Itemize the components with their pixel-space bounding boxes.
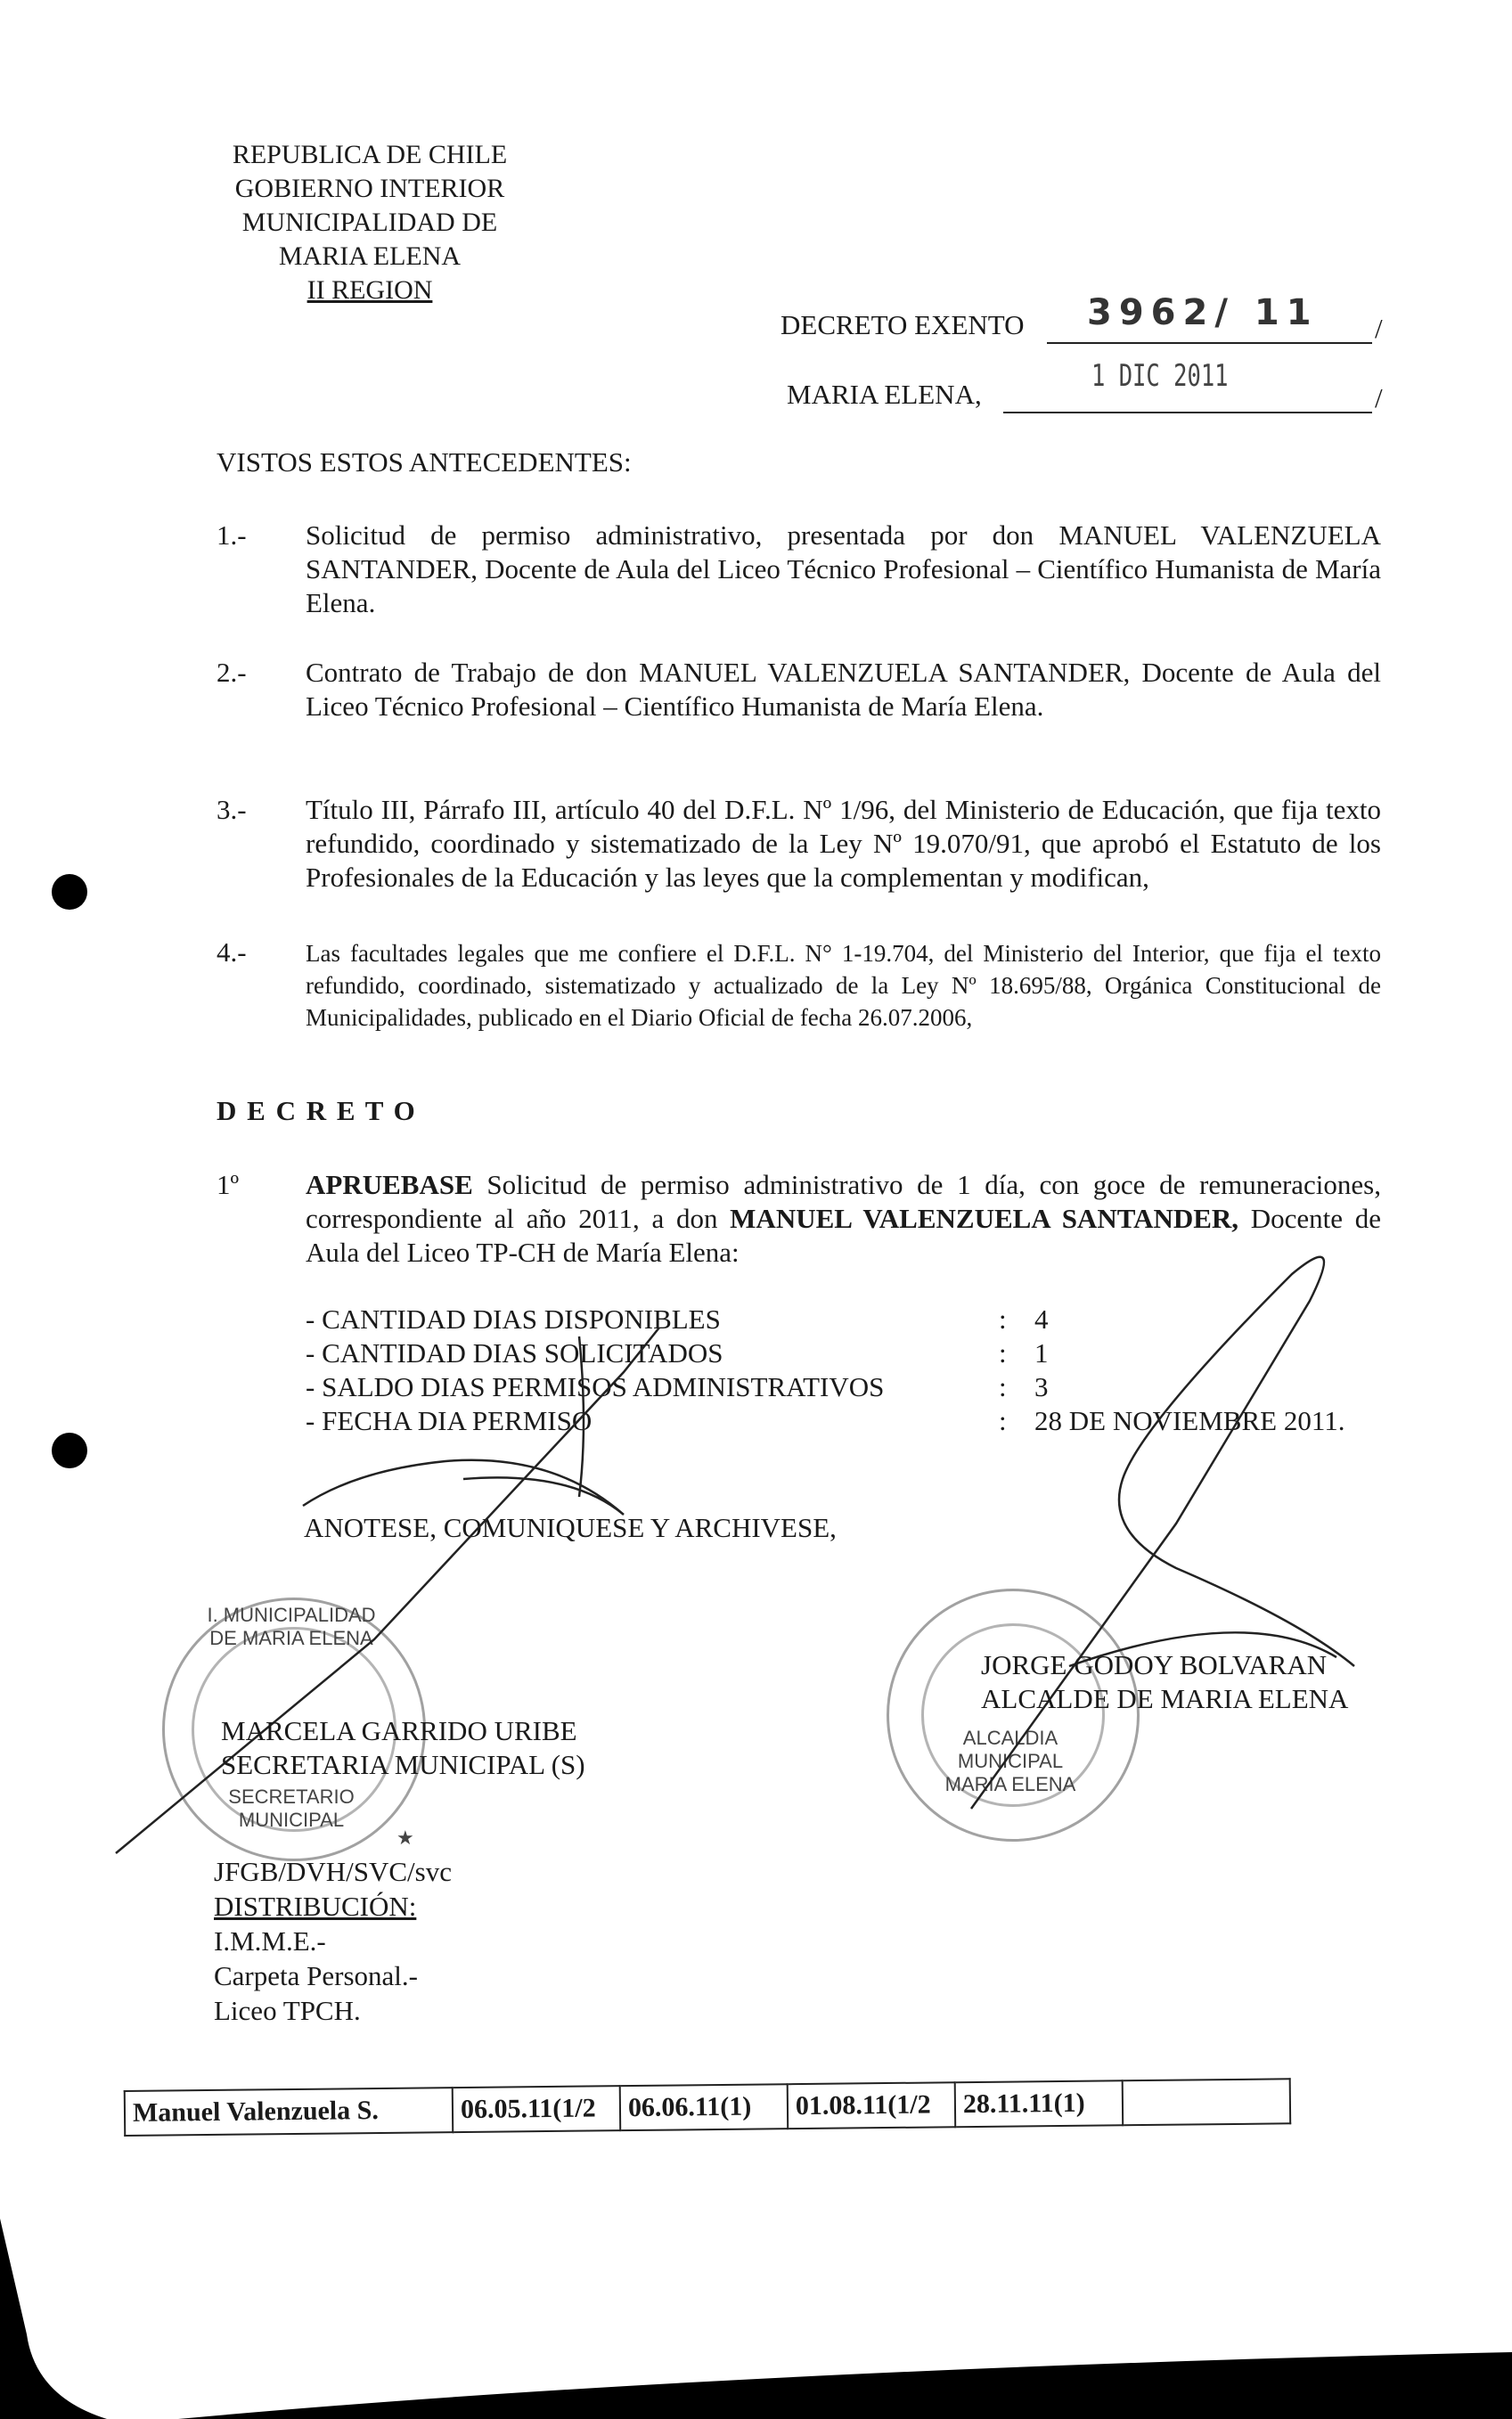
secretary-title: SECRETARIA MUNICIPAL (S) xyxy=(221,1749,585,1780)
detail-label: - SALDO DIAS PERMISOS ADMINISTRATIVOS xyxy=(306,1371,885,1402)
item-number: 1.- xyxy=(217,519,247,551)
seal-inner-text: SECRETARIO MUNICIPAL xyxy=(228,1786,355,1831)
article-text-b: Docente de Aula del Liceo TP-CH de María Elena: xyxy=(306,1203,1381,1268)
table-cell xyxy=(1123,2079,1291,2125)
antecedent-item: Título III, Párrafo III, artículo 40 del D.F.L. Nº 1/96, del Ministerio de Educación, que fija texto refundido, coordinado y sistematizado de la Ley Nº 19.070/91, que aprobó el Estatuto de los Profesionales de la Educación y las leyes que la complementan y modifican, xyxy=(306,794,1381,893)
issuer-header xyxy=(160,138,579,307)
approve-lead: APRUEBASE xyxy=(306,1169,473,1200)
article-number: 1º xyxy=(217,1169,240,1200)
table-cell: Manuel Valenzuela S. xyxy=(125,2088,454,2136)
table-cell: 06.06.11(1) xyxy=(620,2084,789,2130)
colon: : xyxy=(999,1303,1007,1335)
detail-label: - CANTIDAD DIAS DISPONIBLES xyxy=(306,1303,721,1335)
decreto-title: D E C R E T O xyxy=(217,1095,417,1126)
distribution-item: Carpeta Personal.- xyxy=(214,1960,418,1991)
mayor-title: ALCALDE DE MARIA ELENA xyxy=(981,1683,1349,1714)
scan-shadow xyxy=(0,2219,1512,2419)
seal-text: I. MUNICIPALIDAD DE MARIA ELENA xyxy=(207,1604,376,1649)
place-label: MARIA ELENA, xyxy=(787,379,982,410)
table-cell: 01.08.11(1/2 xyxy=(788,2082,956,2129)
antecedent-item: Las facultades legales que me confiere el D.F.L. N° 1-19.704, del Ministerio del Interior, que fija el texto refundido, coordinado, sistematizado y actualizado de la Ley Nº 18.695/88, Orgánica Constitucional de Municipalidades, publicado en el Diario Oficial de fecha 26.07.2006, xyxy=(306,940,1381,1031)
antecedent-item: Contrato de Trabajo de don MANUEL VALENZUELA SANTANDER, Docente de Aula del Liceo Técnico Profesional – Científico Humanista de María Elena. xyxy=(306,657,1381,722)
antecedent-item: Solicitud de permiso administrativo, presentada por don MANUEL VALENZUELA SANTANDER, Docente de Aula del Liceo Técnico Profesional – Científico Humanista de María Elena. xyxy=(306,519,1381,618)
slash: / xyxy=(1375,313,1383,344)
item-number: 4.- xyxy=(217,936,247,968)
distribution-title: DISTRIBUCIÓN: xyxy=(214,1891,417,1922)
header-line: GOBIERNO INTERIOR xyxy=(234,174,505,203)
header-line: REPUBLICA DE CHILE xyxy=(232,140,508,169)
closing-formula: ANOTESE, COMUNIQUESE Y ARCHIVESE, xyxy=(304,1512,837,1543)
item-number: 3.- xyxy=(217,794,247,825)
secretary-name: MARCELA GARRIDO URIBE xyxy=(221,1715,577,1746)
colon: : xyxy=(999,1371,1007,1402)
detail-value: 3 xyxy=(1034,1371,1049,1402)
star-icon: ★ xyxy=(396,1827,414,1849)
detail-value: 28 DE NOVIEMBRE 2011. xyxy=(1034,1405,1345,1436)
detail-value: 4 xyxy=(1034,1303,1049,1335)
seal-text: ALCALDIA MUNICIPAL MARIA ELENA xyxy=(944,1727,1076,1795)
header-line: MARIA ELENA xyxy=(278,241,462,271)
colon: : xyxy=(999,1337,1007,1369)
initials: JFGB/DVH/SVC/svc xyxy=(214,1856,452,1887)
detail-label: - CANTIDAD DIAS SOLICITADOS xyxy=(306,1337,723,1369)
table-row xyxy=(125,2079,1290,2136)
distribution-item: Liceo TPCH. xyxy=(214,1995,361,2026)
table-cell: 28.11.11(1) xyxy=(955,2080,1124,2127)
detail-value: 1 xyxy=(1034,1337,1049,1369)
signature-right xyxy=(971,1257,1354,1809)
mayor-name: JORGE GODOY BOLVARAN xyxy=(981,1649,1328,1680)
slash: / xyxy=(1375,382,1383,413)
colon: : xyxy=(999,1405,1007,1436)
punch-hole xyxy=(52,874,87,910)
date-stamp: 1 DIC 2011 xyxy=(1091,358,1229,394)
detail-label: - FECHA DIA PERMISO xyxy=(306,1405,593,1436)
header-line: II REGION xyxy=(306,275,433,305)
decree-label: DECRETO EXENTO xyxy=(781,309,1025,340)
vistos-title: VISTOS ESTOS ANTECEDENTES: xyxy=(217,446,632,478)
item-number: 2.- xyxy=(217,657,247,688)
decree-number-line xyxy=(1047,340,1372,344)
decree-number: 3962/ 11 xyxy=(1087,292,1319,333)
permit-record-table xyxy=(124,2078,1291,2137)
header-line: MUNICIPALIDAD DE xyxy=(241,208,498,237)
employee-name: MANUEL VALENZUELA SANTANDER, xyxy=(730,1203,1239,1234)
table-cell: 06.05.11(1/2 xyxy=(453,2086,621,2132)
date-line xyxy=(1003,410,1372,413)
article-text-a: Solicitud de permiso administrativo de 1 día, con goce de remuneraciones, correspondiente al año 2011, a don xyxy=(306,1169,1381,1234)
distribution-item: I.M.M.E.- xyxy=(214,1925,326,1957)
